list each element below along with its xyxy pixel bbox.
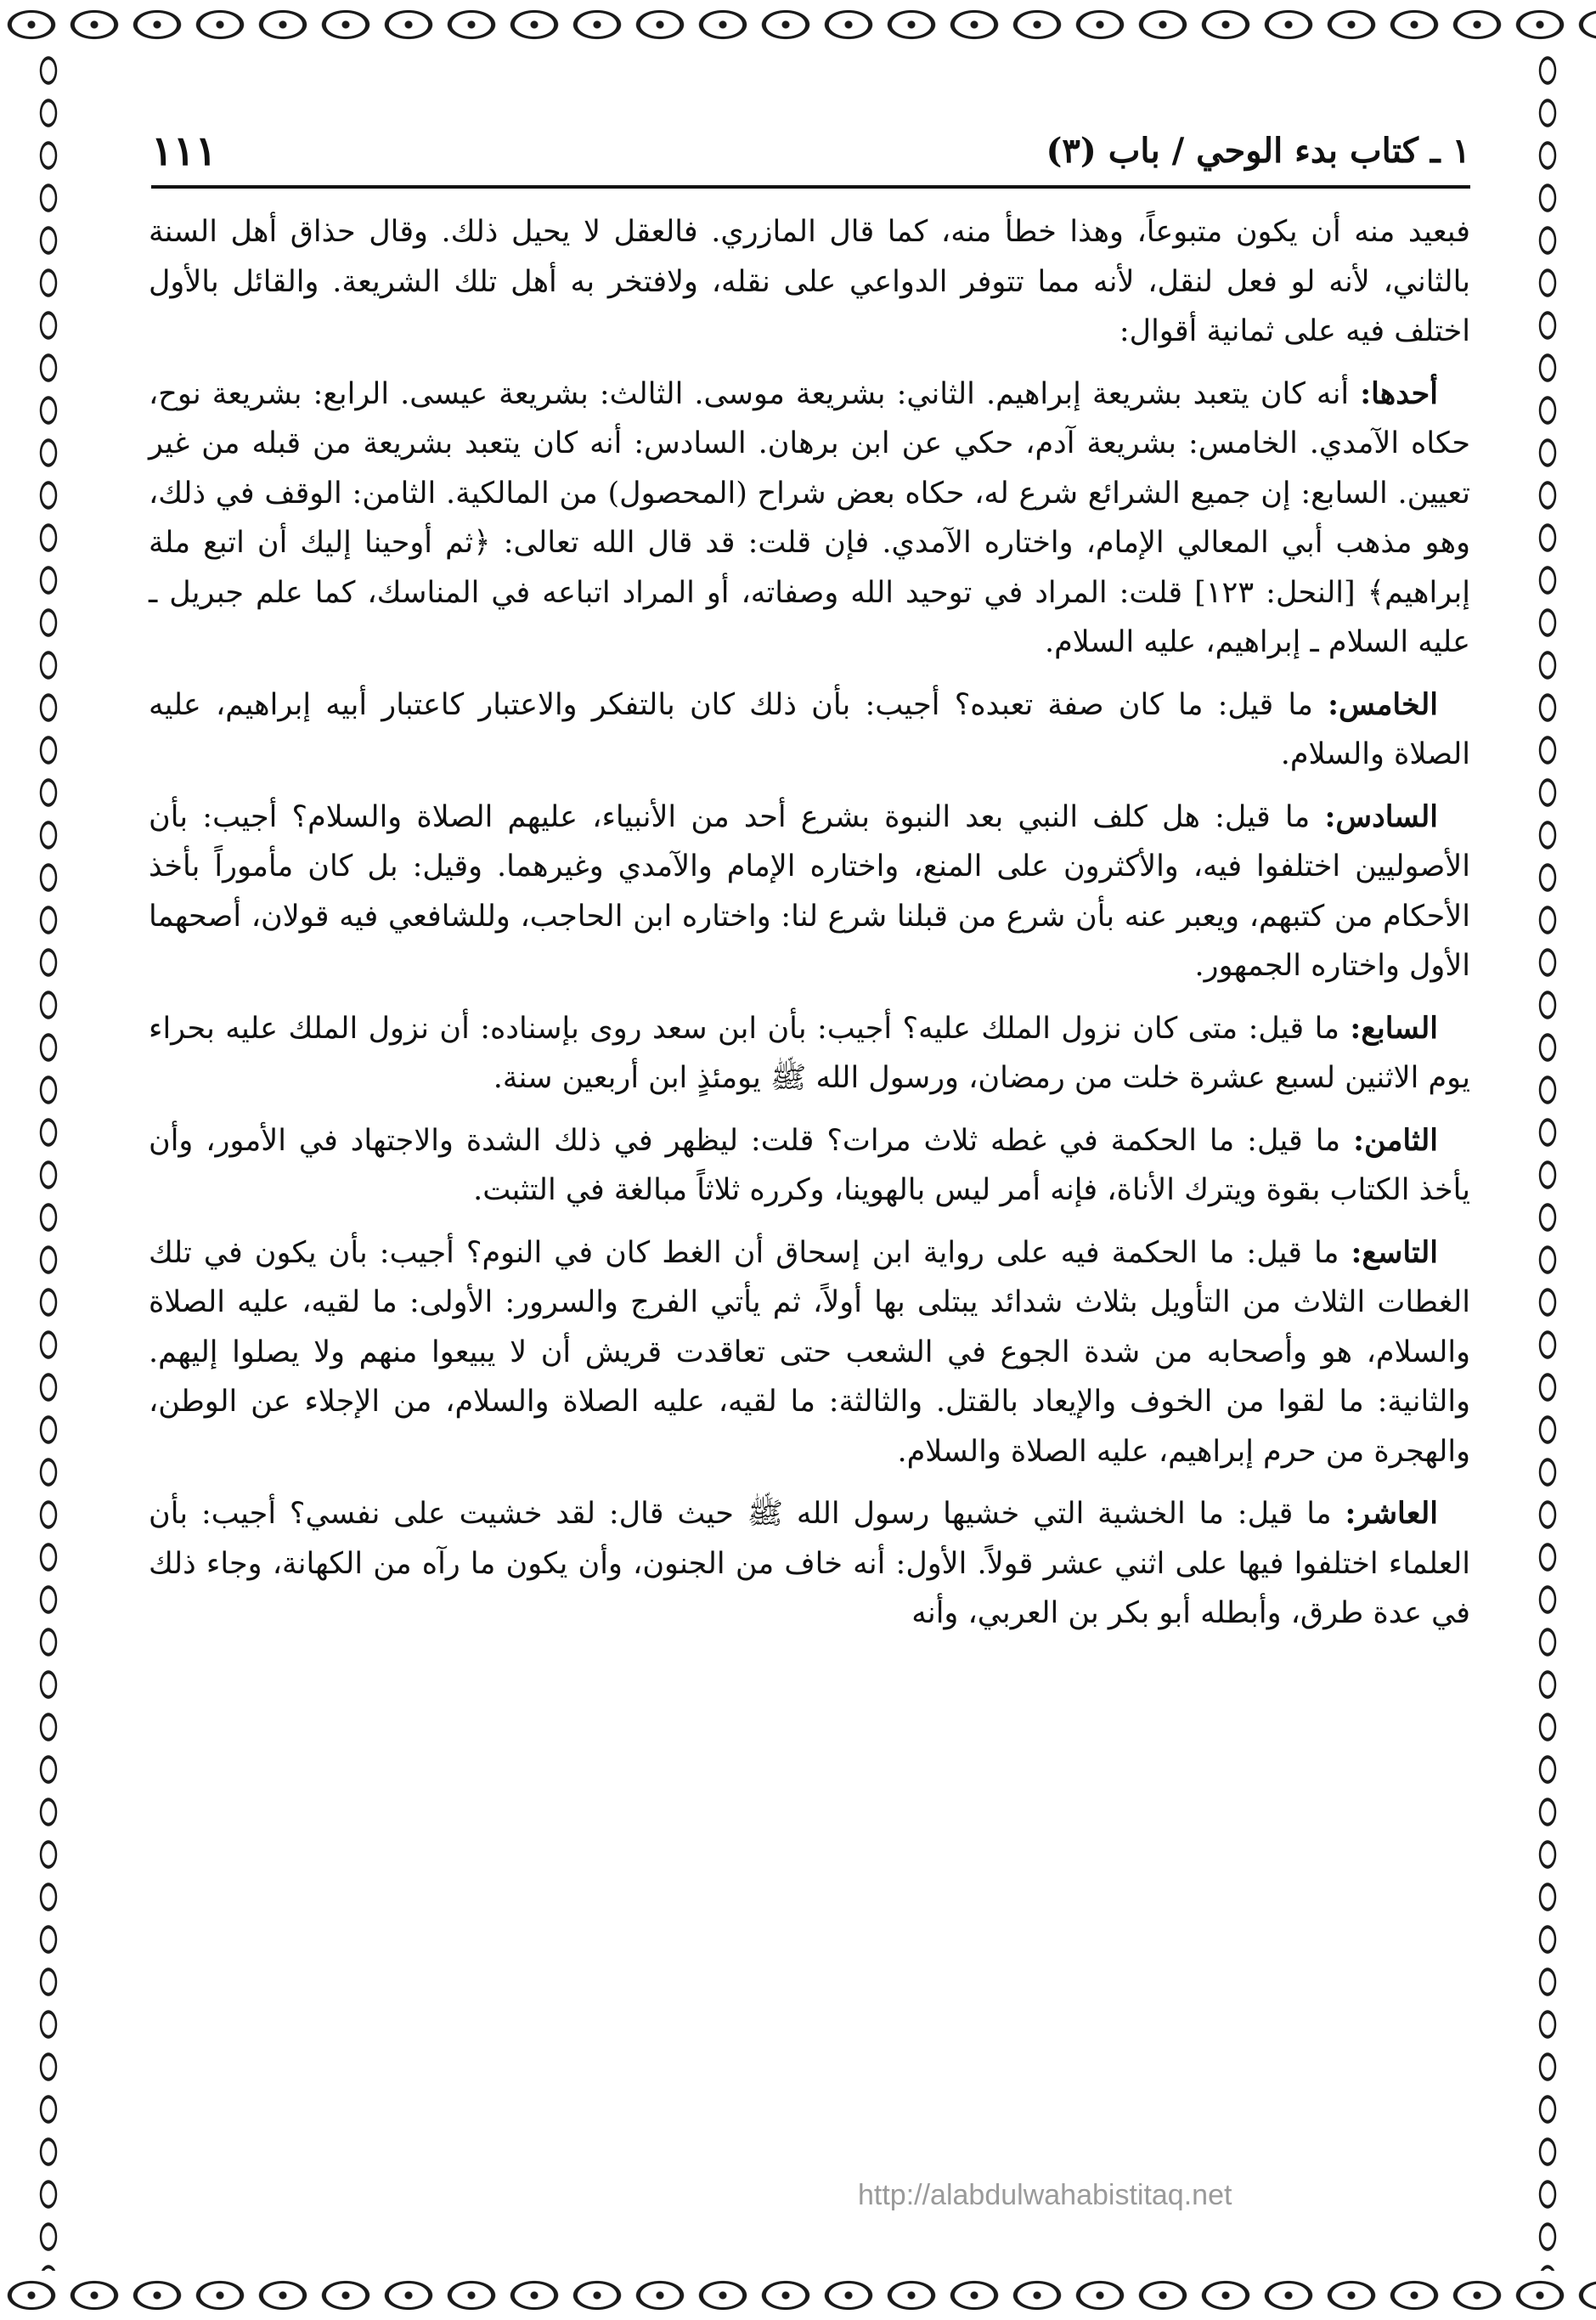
paragraph-text: ما قيل: متى كان نزول الملك عليه؟ أجيب: بأن ابن سعد روى بإسناده: أن نزول الملك عليه بحراء يوم الاثنين لسبع عشرة خلت من رمضان، ورسول الله ﷺ يومئذٍ ابن أربعين سنة. xyxy=(149,1011,1470,1095)
page-body xyxy=(149,207,1470,1651)
paragraph-lead: العاشر: xyxy=(1345,1496,1438,1531)
paragraph xyxy=(149,207,1470,357)
paragraph-text: ما قيل: ما كان صفة تعبده؟ أجيب: بأن ذلك كان بالتفكر والاعتبار كاعتبار أبيه إبراهيم، عليه الصلاة والسلام. xyxy=(149,687,1470,771)
ornamental-border-right xyxy=(1523,49,1572,2271)
paragraph xyxy=(149,370,1470,668)
paragraph-text: ما قيل: ما الحكمة في غطه ثلاث مرات؟ قلت: ليظهر في ذلك الشدة والاجتهاد في الأمور، وأن يأخذ الكتاب بقوة ويترك الأناة، فإنه أمر ليس بالهوينا، وكرره ثلاثاً مبالغة في التثبت. xyxy=(149,1123,1470,1207)
paragraph xyxy=(149,1489,1470,1639)
page-number: ١١١ xyxy=(151,127,217,175)
paragraph xyxy=(149,1116,1470,1216)
running-header xyxy=(151,126,1470,189)
paragraph-text: ما قيل: ما الخشية التي خشيها رسول الله ﷺ حيث قال: لقد خشيت على نفسي؟ أجيب: بأن العلماء اختلفوا فيها على اثني عشر قولاً. الأول: أنه خاف من الجنون، وأن يكون ما رآه من الكهانة، وجاء ذلك في عدة طرق، وأبطله أبو بكر بن العربي، وأنه xyxy=(149,1497,1470,1630)
ornamental-border-left xyxy=(24,49,73,2271)
paragraph-lead: السادس: xyxy=(1324,799,1438,834)
paragraph-text: ما قيل: ما الحكمة فيه على رواية ابن إسحاق أن الغط كان في النوم؟ أجيب: بأن يكون في تلك الغطات الثلاث من التأويل بثلاث شدائد يبتلى بها أولاً، ثم يأتي الفرج والسرور: الأولى: ما لقيه، عليه الصلاة والسلام، هو وأصحابه من شدة الجوع في الشعب حتى تعاقدت قريش أن لا يبيعوا منهم ولا يصلوا إليهم. والثانية: ما لقوا من الخوف والإيعاد بالقتل. والثالثة: ما لقيه، عليه الصلاة والسلام، من الإجلاء عن الوطن، والهجرة من حرم إبراهيم، عليه الصلاة والسلام. xyxy=(149,1235,1470,1469)
paragraph-lead: السابع: xyxy=(1350,1010,1438,1046)
paragraph-text: فبعيد منه أن يكون متبوعاً، وهذا خطأ منه، كما قال المازري. فالعقل لا يحيل ذلك. وقال حذاق أهل السنة بالثاني، لأنه لو فعل لنقل، لأنه مما تتوفر الدواعي على نقله، ولافتخر به أهل تلك الشريعة. والقائل بالأول اختلف فيه على ثمانية أقوال: xyxy=(149,215,1470,348)
paragraph-text: ما قيل: هل كلف النبي بعد النبوة بشرع أحد من الأنبياء، عليهم الصلاة والسلام؟ أجيب: بأن الأصوليين اختلفوا فيه، والأكثرون على المنع، واختاره الإمام والآمدي وغيرهما. وقيل: بل كان مأموراً بأخذ الأحكام من كتبهم، ويعبر عنه بأن شرع من قبلنا شرع لنا: واختاره ابن الحاجب، وللشافعي فيه قولان، أصحهما الأول واختاره الجمهور. xyxy=(149,799,1470,983)
chapter-title: ١ ـ كتاب بدء الوحي / باب (٣) xyxy=(1046,131,1470,171)
paragraph xyxy=(149,1228,1470,1477)
paragraph-lead: التاسع: xyxy=(1351,1234,1438,1270)
paragraph-lead: الثامن: xyxy=(1353,1122,1438,1158)
paragraph-text: أنه كان يتعبد بشريعة إبراهيم. الثاني: بشريعة موسى. الثالث: بشريعة عيسى. الرابع: بشريعة نوح، حكاه الآمدي. الخامس: بشريعة آدم، حكي عن ابن برهان. السادس: أنه كان يتعبد بشريعة من قبله من غير تعيين. السابع: إن جميع الشرائع شرع له، حكاه بعض شراح (المحصول) من المالكية. الثامن: الوقف في ذلك، وهو مذهب أبي المعالي الإمام، واختاره الآمدي. فإن قلت: قد قال الله تعالى: ﴿ثم أوحينا إليك أن اتبع ملة إبراهيم﴾ [النحل: ١٢٣] قلت: المراد في توحيد الله وصفاته، أو المراد اتباعه في المناسك، كما علم جبريل ـ عليه السلام ـ إبراهيم، عليه السلام. xyxy=(149,376,1470,659)
paragraph-lead: أحدها: xyxy=(1360,375,1438,411)
paragraph xyxy=(149,1004,1470,1104)
ornamental-border-bottom xyxy=(0,2271,1596,2320)
paragraph-lead: الخامس: xyxy=(1328,686,1438,722)
paragraph xyxy=(149,680,1470,780)
ornamental-border-top xyxy=(0,0,1596,49)
paragraph xyxy=(149,793,1470,991)
watermark-url: http://alabdulwahabistitaq.net xyxy=(858,2179,1232,2211)
